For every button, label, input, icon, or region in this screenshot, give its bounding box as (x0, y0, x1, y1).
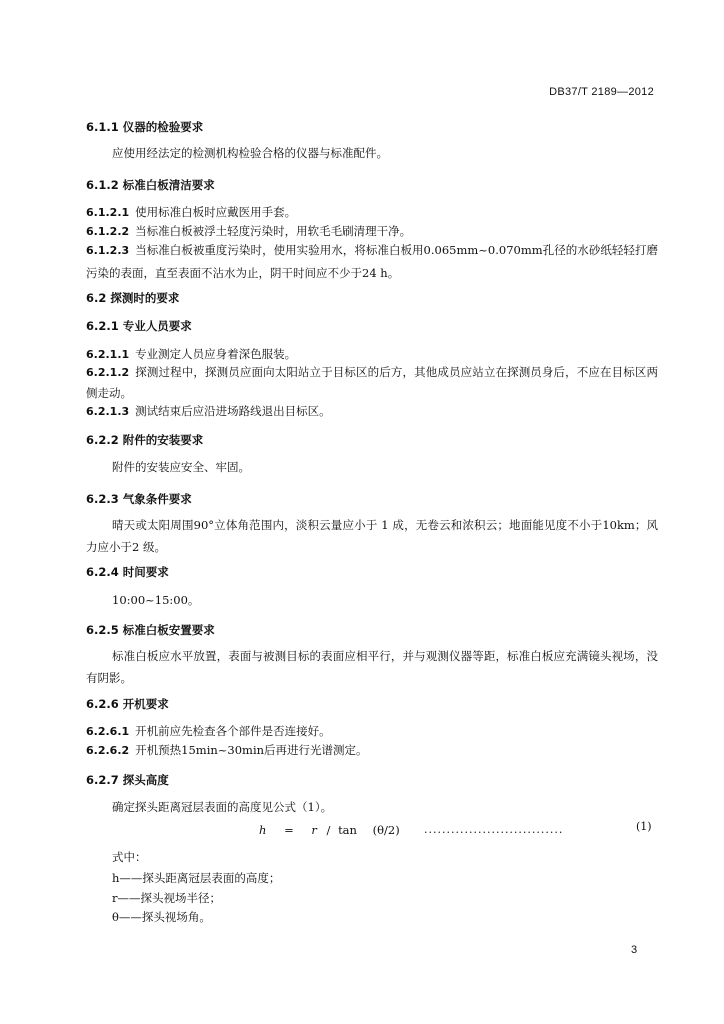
document-code: DB37/T 2189—2012 (549, 86, 654, 98)
definition-h: h——探头距离冠层表面的高度； (112, 871, 281, 885)
section-heading-6-2: 6.2 探测时的要求 (86, 291, 180, 305)
clause-text: 专业测定人员应身着深色服装。 (135, 347, 297, 361)
clause-6-2-1-2 (86, 362, 658, 404)
clause-text: 当标准白板被浮土轻度污染时，用软毛毛刷清理干净。 (135, 224, 412, 238)
clause-number: 6.1.2.3 (86, 244, 130, 257)
definition-r: r——探头视场半径； (112, 891, 221, 905)
formula-radius: r (311, 823, 317, 837)
section-heading-6-2-3: 6.2.3 气象条件要求 (86, 492, 192, 506)
clause-text: 使用标准白板时应戴医用手套。 (135, 205, 297, 219)
formula-argument: (θ/2) (372, 823, 400, 837)
formula-number: (1) (636, 820, 652, 833)
definition-theta: θ——探头视场角。 (112, 910, 211, 924)
formula-divide: / (326, 823, 331, 837)
page-number: 3 (631, 944, 638, 956)
clause-6-2-1-3 (86, 400, 331, 423)
clause-number: 6.2.6.2 (86, 744, 130, 757)
formula-1 (259, 823, 400, 837)
clause-number: 6.2.1.3 (86, 405, 130, 418)
clause-number: 6.2.1.1 (86, 348, 130, 361)
section-heading-6-2-4: 6.2.4 时间要求 (86, 565, 169, 579)
section-text-6-2-2: 附件的安装应安全、牢固。 (112, 460, 250, 474)
clause-text: 测试结束后应沿进场路线退出目标区。 (135, 404, 331, 418)
clause-text: 开机前应先检查各个部件是否连接好。 (135, 724, 331, 738)
clause-text: 开机预热15min~30min后再进行光谱测定。 (135, 743, 368, 757)
clause-text: 探测过程中，探测员应面向太阳站立于目标区的后方，其他成员应站立在探测员身后，不应在目标区两侧走动。 (86, 365, 658, 400)
section-heading-6-2-1: 6.2.1 专业人员要求 (86, 319, 192, 333)
formula-equals: = (284, 823, 294, 837)
clause-number: 6.2.1.2 (86, 366, 130, 379)
formula-lhs: h (259, 823, 267, 837)
section-heading-6-1-2: 6.1.2 标准白板清洁要求 (86, 178, 215, 192)
clause-6-2-6-2 (86, 739, 368, 762)
section-text-6-2-3: 晴天或太阳周围90°立体角范围内，淡积云量应小于 1 成，无卷云和浓积云；地面能见度不小于10km；风力应小于2 级。 (86, 518, 658, 554)
formula-tan: tan (338, 823, 357, 837)
section-heading-6-2-7: 6.2.7 探头高度 (86, 773, 169, 787)
clause-number: 6.1.2.2 (86, 225, 130, 238)
formula-leader-dots: ............................... (424, 823, 564, 836)
section-heading-6-2-6: 6.2.6 开机要求 (86, 697, 169, 711)
clause-number: 6.1.2.1 (86, 206, 130, 219)
clause-number: 6.2.6.1 (86, 725, 130, 738)
section-text-6-2-5: 标准白板应水平放置，表面与被测目标的表面应相平行，并与观测仪器等距，标准白板应充满镜头视场，没有阴影。 (86, 649, 658, 685)
section-heading-6-1-1: 6.1.1 仪器的检验要求 (86, 120, 204, 134)
clause-text: 当标准白板被重度污染时，使用实验用水，将标准白板用0.065mm~0.070mm孔径的水砂纸轻轻打磨污染的表面，直至表面不沾水为止，阴干时间应不少于24 h。 (86, 243, 658, 280)
section-heading-6-2-2: 6.2.2 附件的安装要求 (86, 433, 204, 447)
section-text-6-1-1: 应使用经法定的检测机构检验合格的仪器与标准配件。 (112, 146, 388, 160)
where-label: 式中： (112, 850, 147, 864)
clause-6-1-2-3 (86, 239, 658, 284)
section-text-6-2-4: 10:00~15:00。 (112, 593, 200, 607)
section-text-6-2-7: 确定探头距离冠层表面的高度见公式（1）。 (112, 800, 333, 814)
section-heading-6-2-5: 6.2.5 标准白板安置要求 (86, 623, 215, 637)
